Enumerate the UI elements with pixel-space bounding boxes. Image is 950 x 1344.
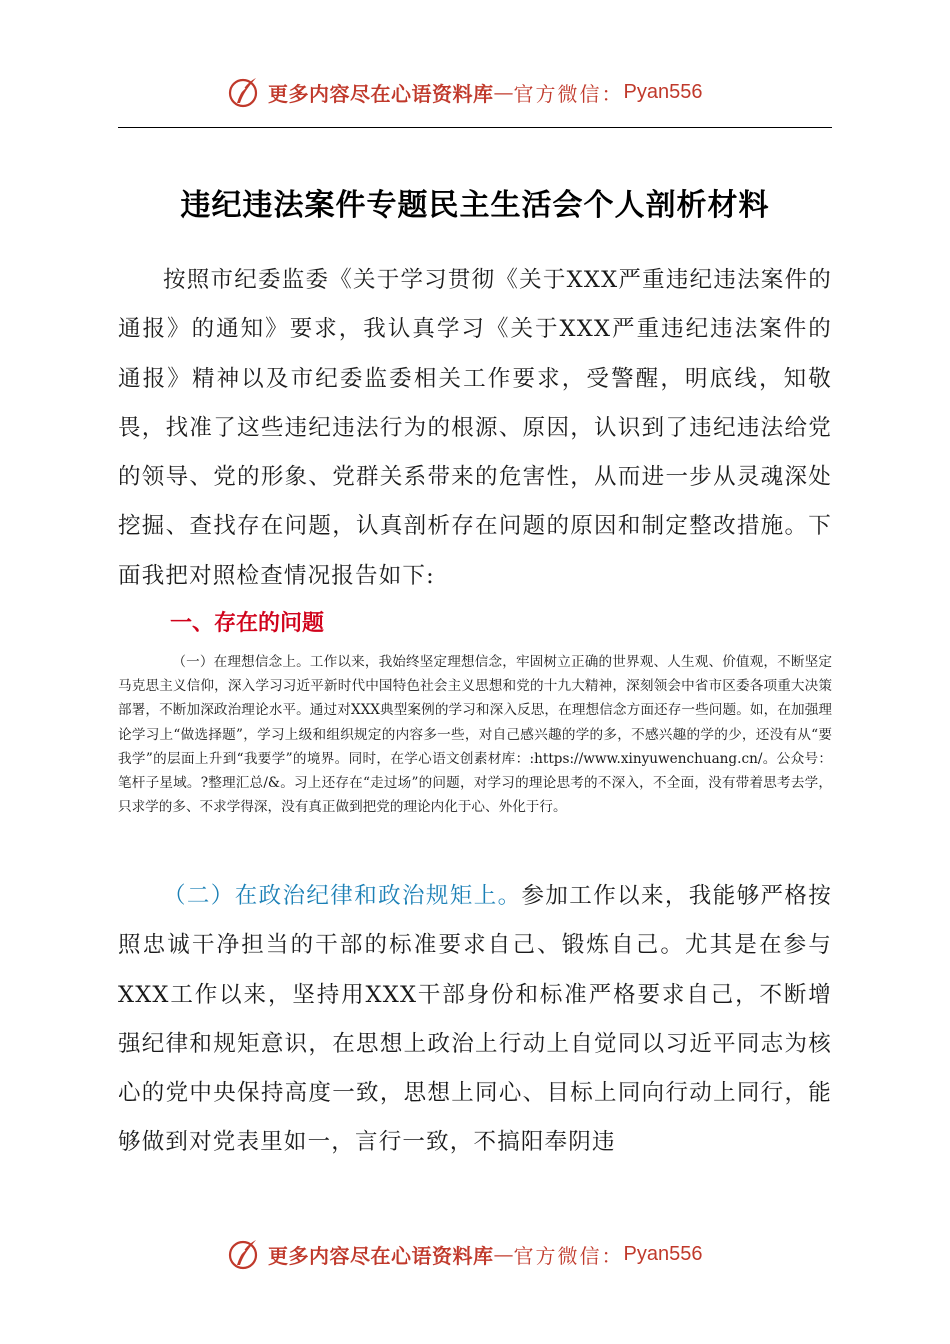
watermark-dash: — bbox=[493, 1242, 514, 1266]
section1-paragraph: （一）在理想信念上。工作以来，我始终坚定理想信念，牢固树立正确的世界观、人生观、价值观，不断坚定马克思主义信仰，深入学习习近平新时代中国特色社会主义思想和党的十九大精神，深刻领会中省市区委各项重大决策部署，不断加深政治理论水平。通过对XXX典型案例的学习和深入反思，在理想信念方面还存一些问题。如，在加强理论学习上“做选择题”，学习上级和组织规定的内容多一些，对自己感兴趣的学的多，不感兴趣的学的少，还没有从“要我学”的层面上升到“我要学”的境界。同时，在学心语文创素材库：:https://www.xinyuwenchuang.cn/。公众号：笔杆子星域。?整理汇总/&。习上还存在“走过场”的问题，对学习的理论思考的不深入，不全面，没有带着思考去学，只求学的多、不求学得深，没有真正做到把党的理论内化于心、外化于行。 bbox=[118, 654, 832, 816]
header-watermark bbox=[226, 72, 702, 112]
watermark-text: 更多内容尽在心语资料库 bbox=[268, 1243, 494, 1268]
subsection-body: 参加工作以来，我能够严格按照忠诚干净担当的干部的标准要求自己、锻炼自己。尤其是在参与XXX工作以来，坚持用XXX干部身份和标准严格要求自己，不断增强纪律和规矩意识，在思想上政治上行动上自觉同以习近平同志为核心的党中央保持高度一致，思想上同心、目标上同向行动上同行，能够做到对党表里如一，言行一致，不搞阳奉阴违 bbox=[118, 883, 832, 1156]
watermark-text: 更多内容尽在心语资料库 bbox=[268, 81, 494, 106]
watermark-wechat-label: 官方微信： bbox=[513, 1243, 624, 1268]
quill-logo-icon bbox=[226, 1236, 262, 1272]
footer-watermark bbox=[226, 1234, 702, 1274]
watermark-wechat-id: Pyan556 bbox=[623, 1242, 703, 1265]
section2-paragraph bbox=[118, 872, 832, 1168]
document-title: 违纪违法案件专题民主生活会个人剖析材料 bbox=[180, 188, 770, 223]
watermark-dash: — bbox=[493, 80, 514, 104]
quill-logo-icon bbox=[226, 74, 262, 110]
watermark-wechat-id: Pyan556 bbox=[623, 80, 703, 103]
intro-paragraph: 按照市纪委监委《关于学习贯彻《关于XXX严重违纪违法案件的通报》的通知》要求，我认真学习《关于XXX严重违纪违法案件的通报》精神以及市纪委监委相关工作要求，受警醒，明底线，知敬畏，找准了这些违纪违法行为的根源、原因，认识到了违纪违法给党的领导、党的形象、党群关系带来的危害性，从而进一步从灵魂深处挖掘、查找存在问题，认真剖析存在问题的原因和制定整改措施。下面我把对照检查情况报告如下: bbox=[118, 267, 832, 589]
watermark-wechat-label: 官方微信： bbox=[513, 81, 624, 106]
section-heading: 一、存在的问题 bbox=[170, 611, 325, 636]
header-divider bbox=[118, 127, 832, 128]
subsection-heading: （二）在政治纪律和政治规矩上。 bbox=[163, 883, 522, 909]
